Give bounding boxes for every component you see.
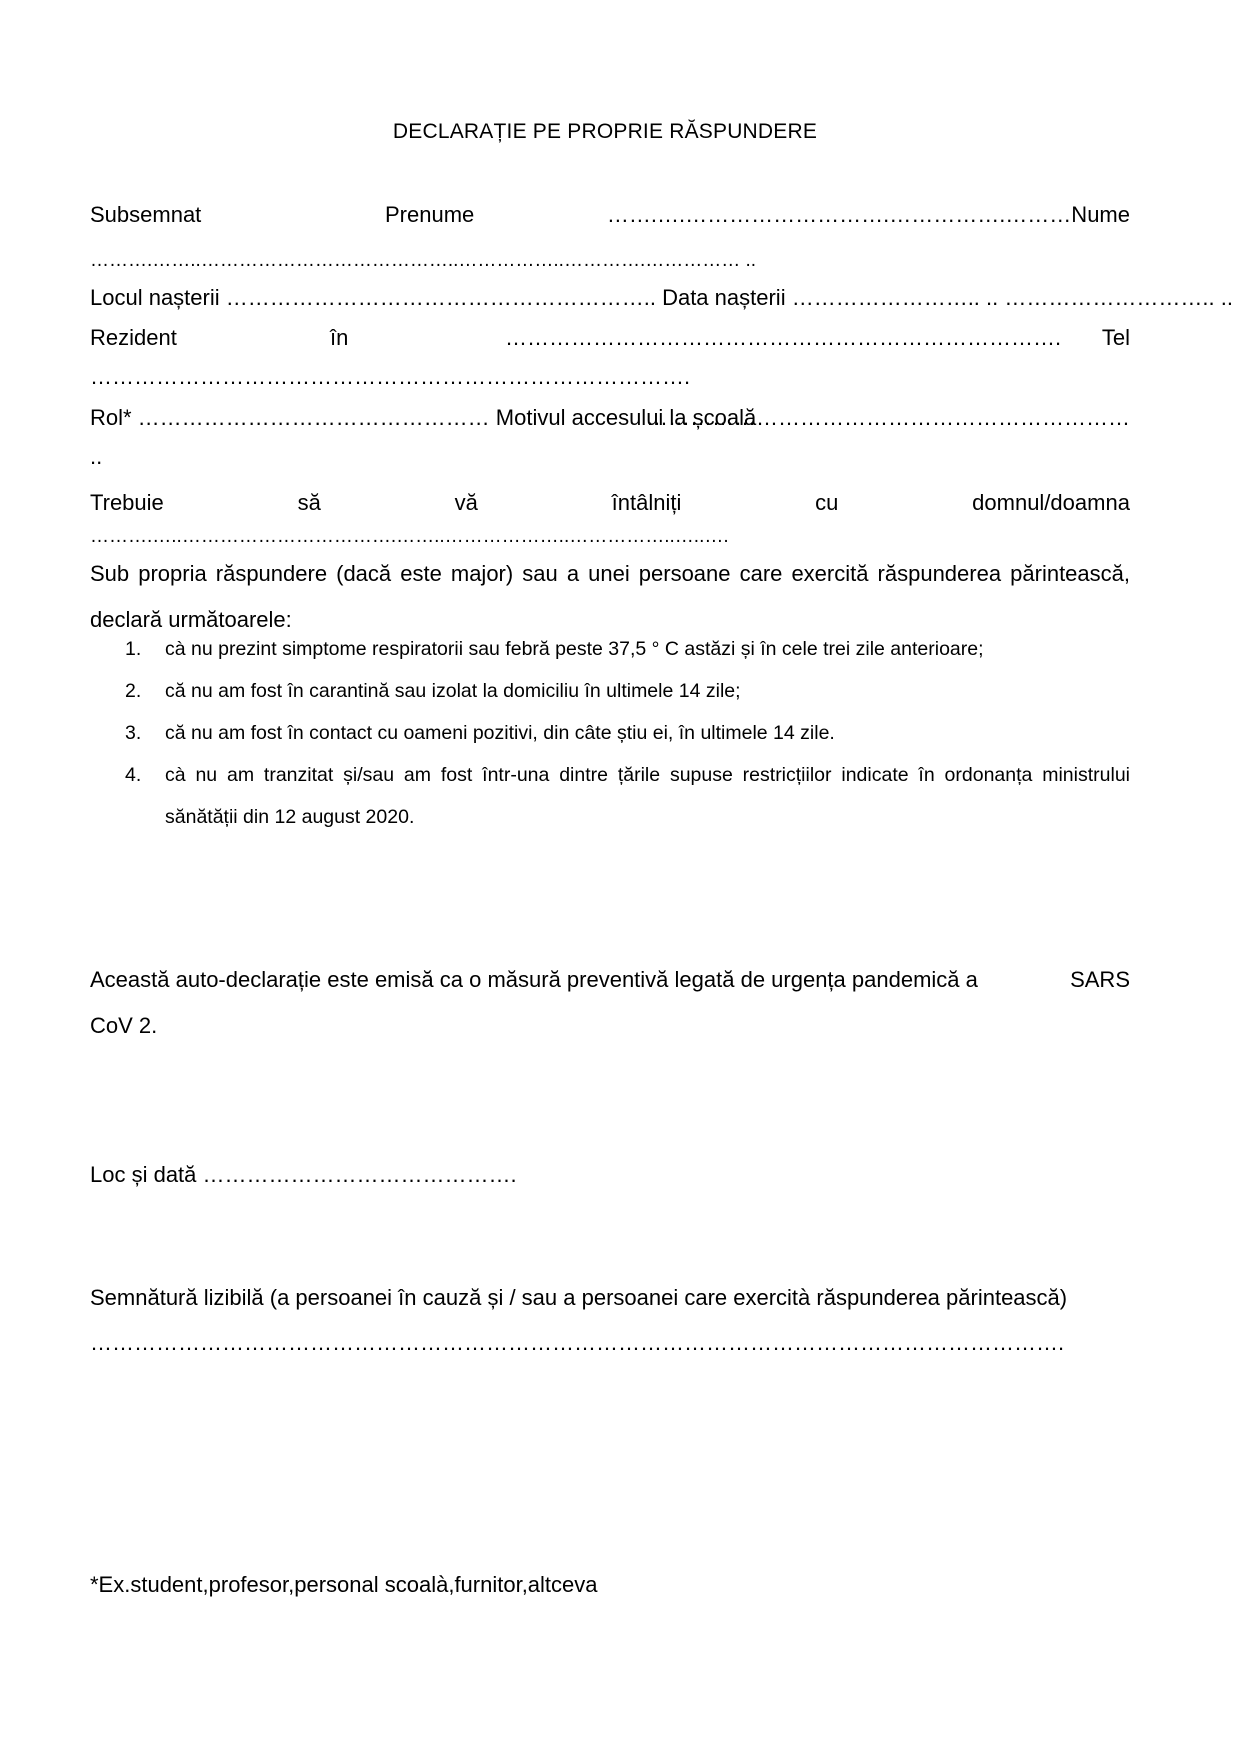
statement-text: Această auto-declarație este emisă ca o măsură preventivă legată de urgența pandemică a	[90, 967, 978, 992]
tel-label: Tel	[1101, 325, 1130, 350]
role-footnote: *Ex.student,profesor,personal scoalà,furnitor,altceva	[90, 1572, 598, 1597]
item-text: cà nu am tranzitat și/sau am fost într-una dintre țările supuse restricțiilor indicate în ordonanța ministrului sănătății din 12 august 2020.	[165, 764, 1130, 828]
item-text: că nu am fost în contact cu oameni pozitivi, din câte știu ei, în ultimele 14 zile.	[165, 722, 835, 744]
meeting-word: Trebuie	[90, 490, 164, 515]
birth-place-date-row[interactable]: Locul nașterii ………………………………………………….. Data nașterii …………………….. .. ……………………….. ..	[90, 285, 1233, 310]
item-number: 4.	[125, 764, 142, 786]
meeting-person-field[interactable]: ……….…..…………………………….……..………………..……………..…..….	[90, 526, 729, 547]
item-number: 2.	[125, 680, 142, 702]
reason-field[interactable]: …………………………………………………………	[646, 405, 1130, 430]
item-text: că nu am fost în carantină sau izolat la domiciliu în ultimele 14 zile;	[165, 680, 741, 702]
rezident-label: Rezident	[90, 325, 177, 350]
place-date-field[interactable]: Loc și dată …………………………………….	[90, 1162, 517, 1187]
meeting-word: întâlniți	[611, 490, 682, 515]
nume-field[interactable]: …….….……………………….…………….………Nume	[606, 202, 1130, 227]
declaration-item	[125, 670, 1130, 712]
subsemnat-label: Subsemnat	[90, 202, 202, 227]
declaration-item	[125, 754, 1130, 838]
item-text: cà nu prezint simptome respiratorii sau febră peste 37,5 ° C astăzi și în cele trei zile anterioare;	[165, 638, 984, 660]
meeting-word: vă	[454, 490, 478, 515]
signature-field[interactable]: …………………………………………………………………………………………………………………….	[90, 1330, 1065, 1355]
item-number: 1.	[125, 638, 142, 660]
item-number: 3.	[125, 722, 142, 744]
residence-field[interactable]: ………………………………………………………………….	[505, 325, 1062, 350]
meeting-word: cu	[815, 490, 839, 515]
reason-continuation: ..	[90, 444, 103, 469]
meeting-row	[90, 488, 1130, 518]
document-title: DECLARAȚIE PE PROPRIE RĂSPUNDERE	[392, 120, 818, 143]
declaration-list	[125, 628, 1130, 838]
tel-field[interactable]: ……………………………………………………………………….	[90, 364, 691, 389]
declaration-item	[125, 712, 1130, 754]
prenume-label: Prenume	[385, 202, 475, 227]
meeting-word: domnul/doamna	[972, 490, 1130, 515]
role-label-and-field[interactable]: Rol* ………………………………………… Motivul accesului la școală	[90, 405, 757, 430]
statement-line-2: CoV 2.	[90, 1013, 158, 1038]
declaration-item	[125, 628, 1130, 670]
statement-sars: SARS	[1070, 967, 1130, 992]
signature-label: Semnătură lizibilă (a persoanei în cauză și / sau a persoanei care exercità răspunderea părintească)	[90, 1285, 1068, 1310]
in-label: în	[330, 325, 349, 350]
meeting-word: să	[297, 490, 321, 515]
name-continuation-field[interactable]: ……….……..…………………………………..……………..………….…………… ..	[90, 250, 757, 271]
declaration-intro: Sub propria răspundere (dacă este major) sau a unei persoane care exercită răspunderea părintească, declară următoarele:	[90, 561, 1130, 632]
